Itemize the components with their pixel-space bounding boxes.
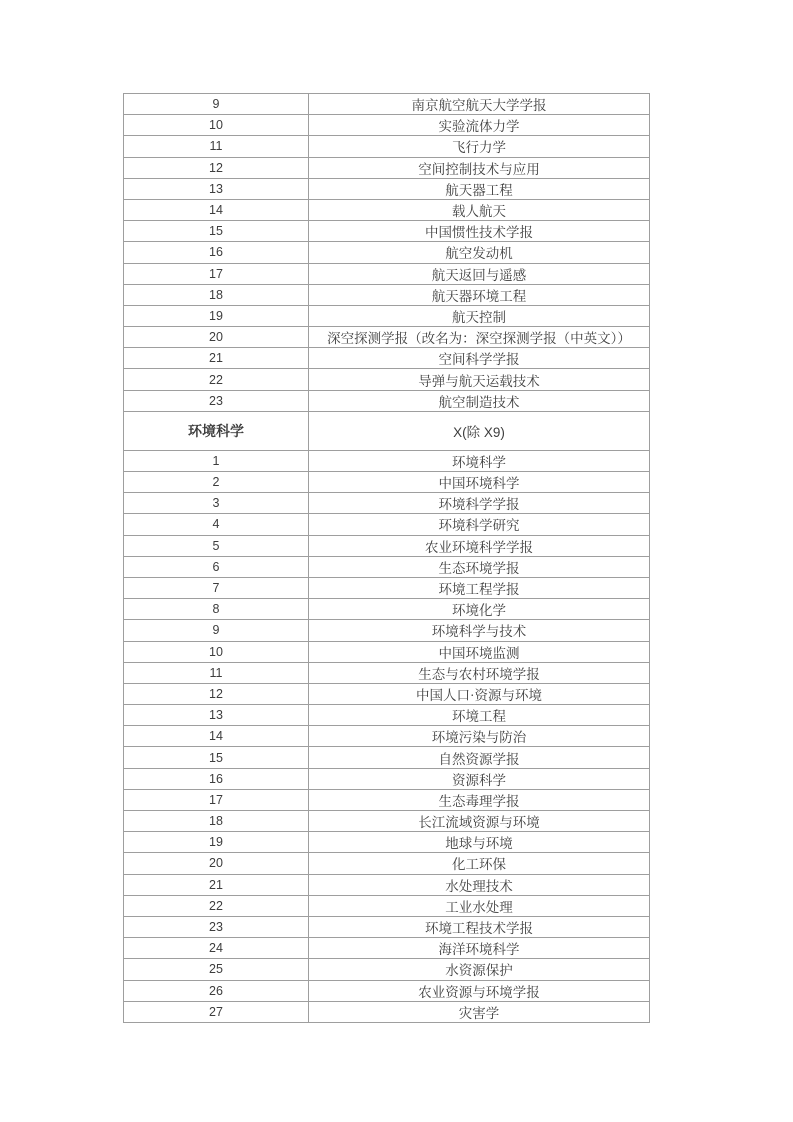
journal-name-cell: 环境工程技术学报	[309, 916, 650, 937]
table-row	[124, 895, 650, 916]
table-row	[124, 263, 650, 284]
row-number-cell: 19	[124, 305, 309, 326]
journal-name-cell: 资源科学	[309, 768, 650, 789]
row-number-cell: 10	[124, 641, 309, 662]
journal-name-cell: 农业环境科学学报	[309, 535, 650, 556]
table-row	[124, 242, 650, 263]
journal-name-cell: 水处理技术	[309, 874, 650, 895]
journal-name-cell: 航天控制	[309, 305, 650, 326]
journal-table	[123, 93, 650, 1023]
table-row	[124, 369, 650, 390]
journal-name-cell: 实验流体力学	[309, 115, 650, 136]
row-number-cell: 13	[124, 705, 309, 726]
journal-name-cell: 环境科学	[309, 450, 650, 471]
journal-name-cell: 水资源保护	[309, 959, 650, 980]
row-number-cell: 12	[124, 683, 309, 704]
journal-name-cell: 生态环境学报	[309, 556, 650, 577]
journal-name-cell: 飞行力学	[309, 136, 650, 157]
row-number-cell: 23	[124, 916, 309, 937]
row-number-cell: 11	[124, 662, 309, 683]
table-row	[124, 938, 650, 959]
row-number-cell: 1	[124, 450, 309, 471]
journal-name-cell: 农业资源与环境学报	[309, 980, 650, 1001]
journal-name-cell: 航天返回与遥感	[309, 263, 650, 284]
table-row	[124, 493, 650, 514]
journal-name-cell: 环境工程	[309, 705, 650, 726]
table-row	[124, 1001, 650, 1022]
row-number-cell: 14	[124, 726, 309, 747]
journal-table-body	[124, 94, 650, 1023]
row-number-cell: 27	[124, 1001, 309, 1022]
row-number-cell: 20	[124, 853, 309, 874]
table-row	[124, 577, 650, 598]
row-number-cell: 22	[124, 895, 309, 916]
section-code-cell: X(除 X9)	[309, 411, 650, 450]
journal-name-cell: 深空探测学报（改名为：深空探测学报（中英文））	[309, 327, 650, 348]
table-row	[124, 556, 650, 577]
journal-name-cell: 南京航空航天大学学报	[309, 94, 650, 115]
journal-name-cell: 中国环境科学	[309, 472, 650, 493]
table-row	[124, 94, 650, 115]
journal-name-cell: 化工环保	[309, 853, 650, 874]
journal-name-cell: 环境科学学报	[309, 493, 650, 514]
row-number-cell: 16	[124, 768, 309, 789]
row-number-cell: 15	[124, 747, 309, 768]
journal-name-cell: 环境科学研究	[309, 514, 650, 535]
table-row	[124, 178, 650, 199]
table-row	[124, 811, 650, 832]
row-number-cell: 9	[124, 620, 309, 641]
row-number-cell: 16	[124, 242, 309, 263]
table-row	[124, 620, 650, 641]
journal-name-cell: 环境科学与技术	[309, 620, 650, 641]
table-row	[124, 599, 650, 620]
row-number-cell: 6	[124, 556, 309, 577]
table-row	[124, 874, 650, 895]
table-row	[124, 980, 650, 1001]
row-number-cell: 18	[124, 811, 309, 832]
table-row	[124, 305, 650, 326]
journal-name-cell: 工业水处理	[309, 895, 650, 916]
table-row	[124, 157, 650, 178]
row-number-cell: 12	[124, 157, 309, 178]
table-row	[124, 705, 650, 726]
journal-name-cell: 生态与农村环境学报	[309, 662, 650, 683]
journal-name-cell: 长江流域资源与环境	[309, 811, 650, 832]
table-row	[124, 136, 650, 157]
table-row	[124, 959, 650, 980]
journal-name-cell: 航天器工程	[309, 178, 650, 199]
journal-name-cell: 生态毒理学报	[309, 789, 650, 810]
table-row	[124, 768, 650, 789]
journal-name-cell: 灾害学	[309, 1001, 650, 1022]
section-category-cell: 环境科学	[124, 411, 309, 450]
table-row	[124, 832, 650, 853]
table-row	[124, 472, 650, 493]
row-number-cell: 4	[124, 514, 309, 535]
row-number-cell: 22	[124, 369, 309, 390]
table-row	[124, 662, 650, 683]
row-number-cell: 10	[124, 115, 309, 136]
row-number-cell: 17	[124, 789, 309, 810]
table-row	[124, 199, 650, 220]
row-number-cell: 15	[124, 221, 309, 242]
row-number-cell: 8	[124, 599, 309, 620]
table-row	[124, 726, 650, 747]
table-row	[124, 284, 650, 305]
row-number-cell: 21	[124, 348, 309, 369]
journal-name-cell: 空间科学学报	[309, 348, 650, 369]
row-number-cell: 5	[124, 535, 309, 556]
journal-name-cell: 海洋环境科学	[309, 938, 650, 959]
table-row	[124, 327, 650, 348]
table-row	[124, 641, 650, 662]
row-number-cell: 20	[124, 327, 309, 348]
journal-name-cell: 航天器环境工程	[309, 284, 650, 305]
section-header-row	[124, 411, 650, 450]
journal-name-cell: 空间控制技术与应用	[309, 157, 650, 178]
journal-name-cell: 导弹与航天运载技术	[309, 369, 650, 390]
row-number-cell: 26	[124, 980, 309, 1001]
journal-name-cell: 环境污染与防治	[309, 726, 650, 747]
journal-name-cell: 地球与环境	[309, 832, 650, 853]
row-number-cell: 11	[124, 136, 309, 157]
row-number-cell: 25	[124, 959, 309, 980]
row-number-cell: 23	[124, 390, 309, 411]
table-row	[124, 390, 650, 411]
row-number-cell: 9	[124, 94, 309, 115]
table-row	[124, 747, 650, 768]
row-number-cell: 18	[124, 284, 309, 305]
table-row	[124, 916, 650, 937]
table-row	[124, 221, 650, 242]
journal-name-cell: 中国惯性技术学报	[309, 221, 650, 242]
table-row	[124, 789, 650, 810]
table-row	[124, 853, 650, 874]
table-row	[124, 535, 650, 556]
journal-name-cell: 环境化学	[309, 599, 650, 620]
table-row	[124, 514, 650, 535]
journal-name-cell: 环境工程学报	[309, 577, 650, 598]
row-number-cell: 2	[124, 472, 309, 493]
table-row	[124, 348, 650, 369]
journal-name-cell: 航空发动机	[309, 242, 650, 263]
row-number-cell: 7	[124, 577, 309, 598]
journal-name-cell: 自然资源学报	[309, 747, 650, 768]
row-number-cell: 14	[124, 199, 309, 220]
row-number-cell: 21	[124, 874, 309, 895]
row-number-cell: 3	[124, 493, 309, 514]
journal-name-cell: 中国环境监测	[309, 641, 650, 662]
row-number-cell: 13	[124, 178, 309, 199]
table-row	[124, 450, 650, 471]
table-row	[124, 683, 650, 704]
row-number-cell: 17	[124, 263, 309, 284]
journal-name-cell: 载人航天	[309, 199, 650, 220]
table-row	[124, 115, 650, 136]
row-number-cell: 24	[124, 938, 309, 959]
row-number-cell: 19	[124, 832, 309, 853]
journal-name-cell: 中国人口·资源与环境	[309, 683, 650, 704]
journal-name-cell: 航空制造技术	[309, 390, 650, 411]
